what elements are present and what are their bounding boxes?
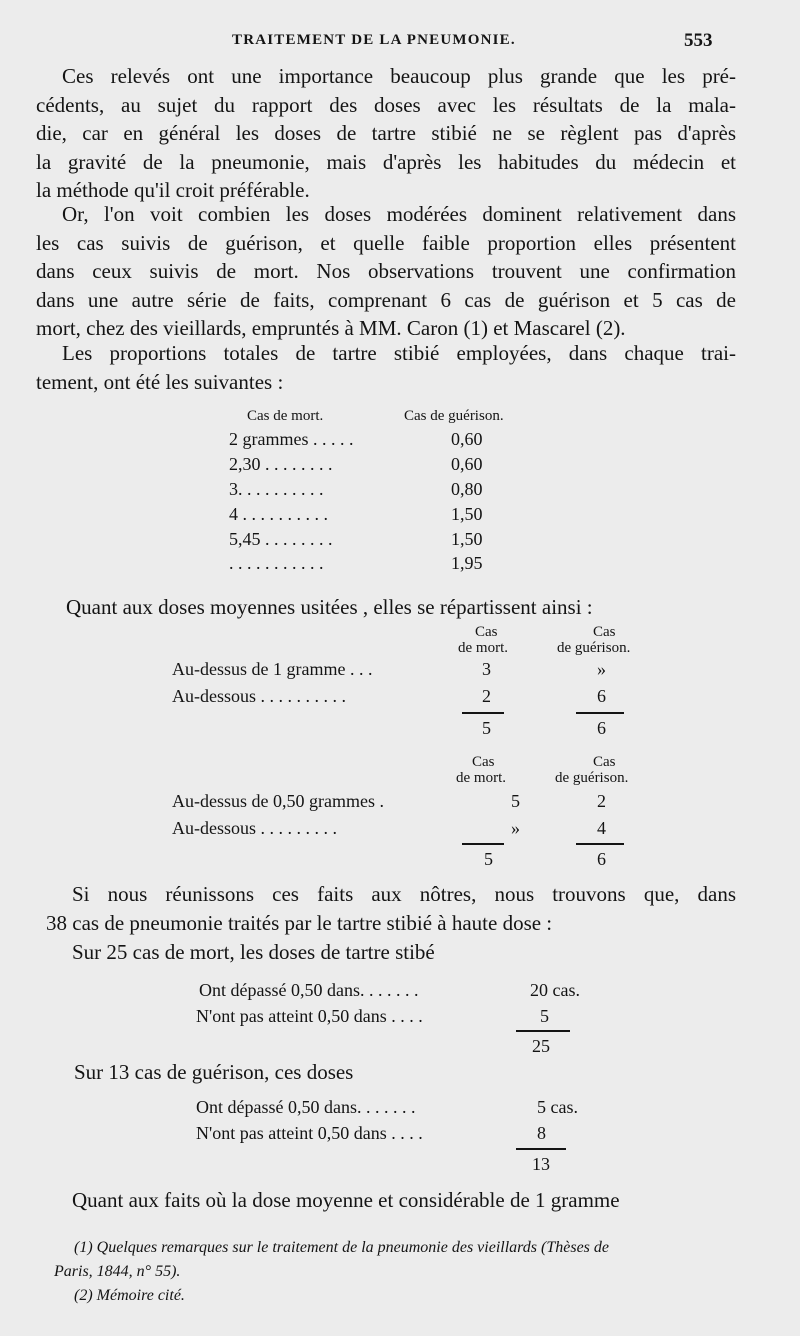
text-line: Quant aux doses moyennes usitées , elles se répartissent ainsi :: [66, 595, 593, 619]
total-cell: 6: [597, 849, 606, 869]
text-line: Quant aux faits où la dose moyenne et considérable de 1 gramme: [72, 1188, 620, 1212]
text-line: cédents, au sujet du rapport des doses avec les résultats de la mala-: [36, 92, 736, 117]
row-label: Au-dessus de 1 gramme . . .: [172, 659, 373, 679]
total-cell: 25: [532, 1036, 550, 1056]
table-cell: 1,50: [451, 504, 483, 524]
table-cell: 2: [597, 791, 606, 811]
sum-rule: [516, 1030, 570, 1032]
text-line: Or, l'on voit combien les doses modérées dominent relativement dans: [62, 202, 736, 226]
column-header-recoveries: Cas: [593, 754, 616, 770]
row-label: N'ont pas atteint 0,50 dans . . . .: [196, 1123, 423, 1143]
text-line: tement, ont été les suivantes :: [36, 369, 284, 394]
table-cell: 1,50: [451, 529, 483, 549]
paragraph-5: [46, 880, 736, 937]
table-cell: 8: [537, 1123, 546, 1143]
row-label: Au-dessous . . . . . . . . . .: [172, 686, 346, 706]
table-cell: 0,80: [451, 479, 483, 499]
text-line: dans une autre série de faits, comprenant 6 cas de guérison et 5 cas de: [36, 287, 736, 312]
text-line: Ces relevés ont une importance beaucoup plus grande que les pré-: [62, 64, 736, 88]
paragraph-6: [72, 938, 732, 967]
paragraph-8: [46, 1186, 740, 1215]
table-cell: »: [597, 659, 606, 679]
footnote-2: (2) Mémoire cité.: [74, 1287, 185, 1304]
footnotes: [54, 1236, 744, 1308]
text-line: Sur 25 cas de mort, les doses de tartre stibé: [72, 940, 435, 964]
total-cell: 5: [482, 718, 491, 738]
text-line: les cas suivis de guérison, et quelle faible proportion elles présentent: [36, 230, 736, 255]
sum-rule: [516, 1148, 566, 1150]
table-cell: 3: [482, 659, 491, 679]
total-cell: 6: [597, 718, 606, 738]
row-label: Ont dépassé 0,50 dans. . . . . . .: [199, 980, 419, 1000]
sum-rule: [462, 712, 504, 714]
text-line: la méthode qu'il croit préférable.: [36, 178, 310, 202]
page-number: 553: [684, 30, 713, 51]
sum-rule: [576, 712, 624, 714]
running-header: [0, 30, 800, 56]
text-line: la gravité de la pneumonie, mais d'après les habitudes du médecin et: [36, 149, 736, 174]
table-cell: 5: [540, 1006, 549, 1026]
table-cell: 20 cas.: [530, 980, 580, 1000]
row-label: N'ont pas atteint 0,50 dans . . . .: [196, 1006, 423, 1026]
column-header-deaths: de mort.: [456, 770, 506, 786]
table-cell: 6: [597, 686, 606, 706]
column-header-deaths: Cas de mort.: [247, 408, 324, 424]
table-cell: . . . . . . . . . . .: [229, 553, 324, 573]
text-line: Les proportions totales de tartre stibié employées, dans chaque trai-: [62, 341, 736, 365]
table-cell: 2,30 . . . . . . . .: [229, 454, 333, 474]
running-title: TRAITEMENT DE LA PNEUMONIE.: [232, 32, 516, 48]
table-cell: 0,60: [451, 454, 483, 474]
table-cell: 1,95: [451, 553, 483, 573]
text-line: die, car en général les doses de tartre stibié ne se règlent pas d'après: [36, 121, 736, 145]
table-cell: 2 grammes . . . . .: [229, 429, 354, 449]
total-cell: 13: [532, 1154, 550, 1174]
table-cell: 4 . . . . . . . . . .: [229, 504, 328, 524]
table-cell: 5: [511, 791, 520, 811]
text-line: Si nous réunissons ces faits aux nôtres, nous trouvons que, dans: [72, 882, 736, 906]
table-cell: 4: [597, 818, 606, 838]
paragraph-3: [36, 339, 736, 396]
table-cell: 3. . . . . . . . . .: [229, 479, 324, 499]
column-header-deaths: Cas: [472, 754, 495, 770]
sum-rule: [576, 843, 624, 845]
footnote-1: (1) Quelques remarques sur le traitement de la pneumonie des vieillards (Thèses de: [74, 1239, 610, 1256]
row-label: Au-dessus de 0,50 grammes .: [172, 791, 384, 811]
column-header-recoveries: Cas de guérison.: [404, 408, 504, 424]
column-header-recoveries: de guérison.: [557, 640, 631, 656]
footnote-1-cont: Paris, 1844, n° 55).: [54, 1263, 181, 1280]
table-cell: »: [511, 818, 520, 838]
row-label: Ont dépassé 0,50 dans. . . . . . .: [196, 1097, 416, 1117]
table-cell: 5,45 . . . . . . . .: [229, 529, 333, 549]
table-cell: 0,60: [451, 429, 483, 449]
paragraph-4: [66, 593, 746, 622]
text-line: Sur 13 cas de guérison, ces doses: [74, 1060, 354, 1084]
total-cell: 5: [484, 849, 493, 869]
text-line: 38 cas de pneumonie traités par le tartre stibié à haute dose :: [46, 910, 553, 935]
column-header-recoveries: de guérison.: [555, 770, 629, 786]
paragraph-2: [36, 200, 736, 343]
column-header-recoveries: Cas: [593, 624, 616, 640]
paragraph-1: [36, 62, 736, 205]
column-header-deaths: de mort.: [458, 640, 508, 656]
sum-rule: [462, 843, 504, 845]
column-header-deaths: Cas: [475, 624, 498, 640]
paragraph-7: [74, 1058, 734, 1087]
text-line: dans ceux suivis de mort. Nos observations trouvent une confirmation: [36, 259, 736, 283]
text-line: mort, chez des vieillards, empruntés à MM. Caron (1) et Mascarel (2).: [36, 316, 626, 340]
table-cell: 5 cas.: [537, 1097, 578, 1117]
row-label: Au-dessous . . . . . . . . .: [172, 818, 337, 838]
table-cell: 2: [482, 686, 491, 706]
